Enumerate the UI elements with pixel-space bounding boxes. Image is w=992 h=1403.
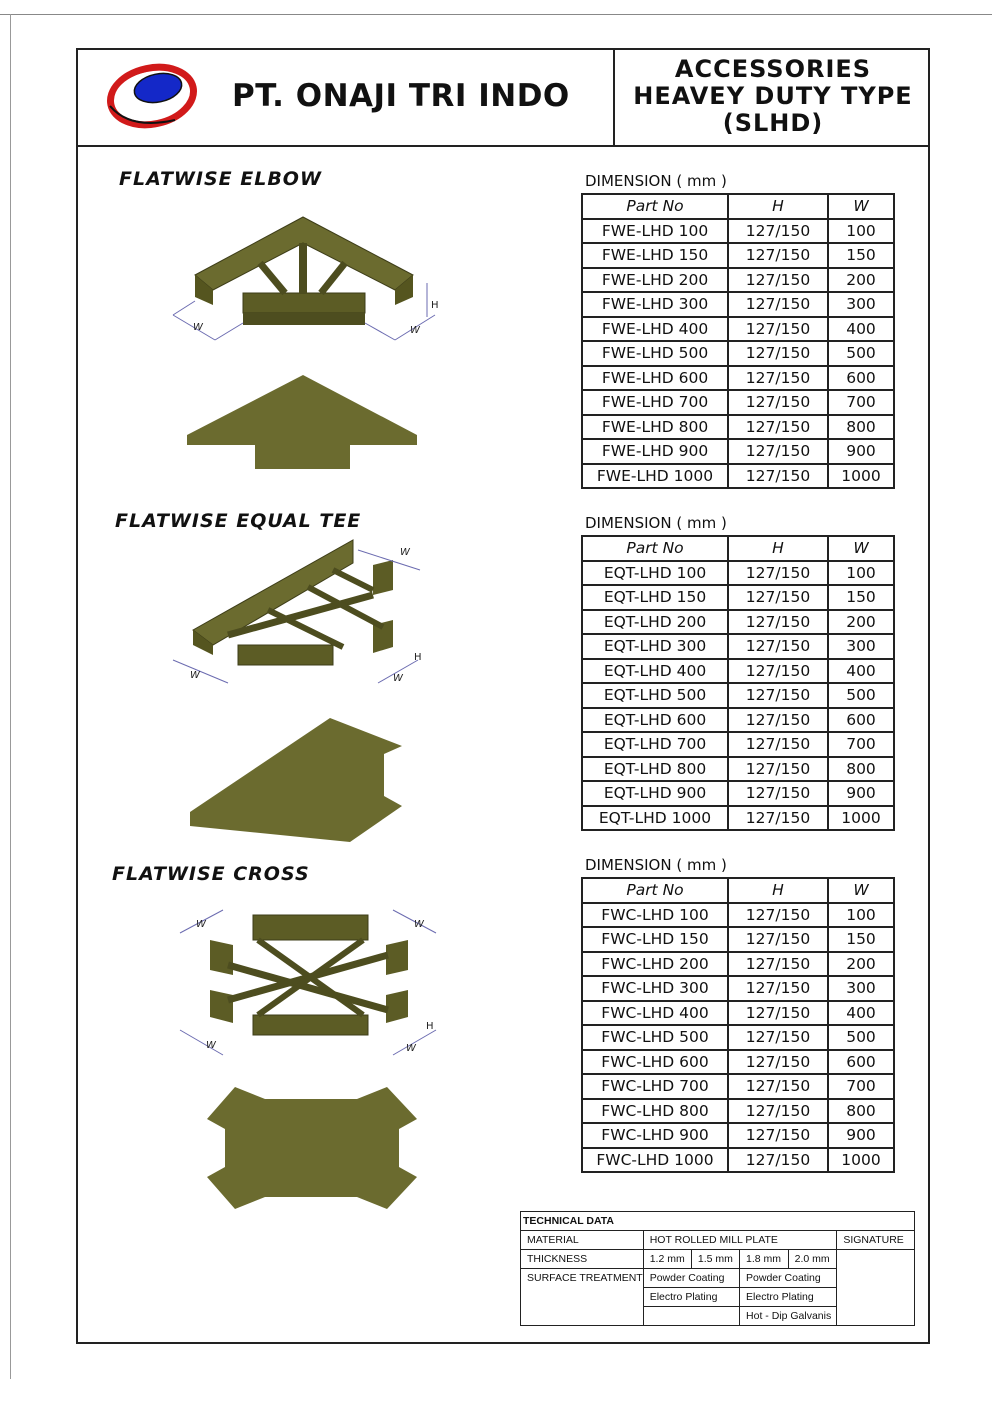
column-header: H	[728, 536, 828, 561]
table-row	[582, 708, 894, 733]
table-row	[582, 268, 894, 293]
cross-w-label-bl: W	[206, 1040, 216, 1051]
table-row	[582, 757, 894, 782]
table-cell: 500	[828, 1025, 894, 1050]
table-cell: 400	[828, 1001, 894, 1026]
table-cell: FWC-LHD 600	[582, 1050, 728, 1075]
column-header: W	[828, 536, 894, 561]
page-edge-top	[0, 14, 992, 15]
table-cell: FWE-LHD 200	[582, 268, 728, 293]
surface-treatment-label: SURFACE TREATMENT	[521, 1269, 644, 1288]
header-divider	[613, 48, 615, 147]
thickness-label: THICKNESS	[521, 1250, 644, 1269]
table-row	[582, 1148, 894, 1173]
table-row	[582, 243, 894, 268]
signature-box	[837, 1250, 915, 1326]
tee-w-label-right: W	[393, 673, 403, 684]
dimension-table-tee	[581, 535, 895, 831]
table-cell: 700	[828, 1074, 894, 1099]
thickness-value: 2.0 mm	[788, 1250, 837, 1269]
surface-treatment-spacer	[521, 1307, 644, 1326]
table-row	[582, 1099, 894, 1124]
table-cell: 150	[828, 243, 894, 268]
column-header: Part No	[582, 536, 728, 561]
table-cell: EQT-LHD 100	[582, 561, 728, 586]
table-cell: 127/150	[728, 1074, 828, 1099]
table-cell: 900	[828, 1123, 894, 1148]
dimension-table-elbow	[581, 193, 895, 489]
page-edge-left	[10, 14, 11, 1379]
dimension-label-tee: DIMENSION ( mm )	[585, 514, 727, 532]
tee-flat-illustration	[188, 716, 406, 844]
table-cell: 127/150	[728, 952, 828, 977]
table-cell: 700	[828, 390, 894, 415]
table-row	[582, 781, 894, 806]
table-row	[582, 341, 894, 366]
table-cell: FWE-LHD 400	[582, 317, 728, 342]
table-row	[582, 1001, 894, 1026]
table-row	[582, 317, 894, 342]
dimension-table-cross	[581, 877, 895, 1173]
table-cell: 600	[828, 708, 894, 733]
table-cell: 600	[828, 366, 894, 391]
section-title-tee: FLATWISE EQUAL TEE	[115, 510, 362, 532]
table-cell: 500	[828, 683, 894, 708]
table-cell: 127/150	[728, 757, 828, 782]
table-cell: 127/150	[728, 464, 828, 489]
technical-data-table	[520, 1211, 915, 1326]
table-row	[582, 464, 894, 489]
table-cell: 127/150	[728, 903, 828, 928]
table-cell: EQT-LHD 1000	[582, 806, 728, 831]
table-cell: 127/150	[728, 268, 828, 293]
column-header: H	[728, 194, 828, 219]
column-header: W	[828, 878, 894, 903]
table-cell: FWE-LHD 800	[582, 415, 728, 440]
table-cell: FWC-LHD 700	[582, 1074, 728, 1099]
title-line-2: HEAVEY DUTY TYPE	[633, 82, 913, 110]
table-row	[582, 219, 894, 244]
cross-w-label-tr: W	[414, 919, 424, 930]
cross-h-label: H	[426, 1021, 434, 1032]
surface-option: Hot - Dip Galvanis	[740, 1307, 837, 1326]
table-cell: 127/150	[728, 634, 828, 659]
table-cell: 127/150	[728, 1001, 828, 1026]
elbow-w-label-left: W	[193, 322, 203, 333]
tee-w-label-left: W	[190, 670, 200, 681]
column-header: W	[828, 194, 894, 219]
thickness-value: 1.8 mm	[740, 1250, 789, 1269]
table-cell: 127/150	[728, 415, 828, 440]
table-cell: EQT-LHD 150	[582, 585, 728, 610]
elbow-3d-illustration	[165, 205, 445, 350]
table-cell: FWC-LHD 100	[582, 903, 728, 928]
company-logo	[100, 58, 200, 133]
title-line-3: (SLHD)	[722, 109, 824, 137]
table-cell: FWC-LHD 800	[582, 1099, 728, 1124]
surface-option-empty	[643, 1307, 739, 1326]
table-cell: 127/150	[728, 561, 828, 586]
table-cell: 200	[828, 610, 894, 635]
table-cell: 127/150	[728, 390, 828, 415]
table-row	[582, 806, 894, 831]
tee-h-label: H	[414, 652, 422, 663]
table-cell: 127/150	[728, 243, 828, 268]
table-cell: 100	[828, 561, 894, 586]
table-row	[582, 634, 894, 659]
table-cell: 127/150	[728, 610, 828, 635]
surface-treatment-spacer	[521, 1288, 644, 1307]
table-cell: 127/150	[728, 1148, 828, 1173]
table-cell: 900	[828, 439, 894, 464]
table-cell: EQT-LHD 300	[582, 634, 728, 659]
surface-option: Electro Plating	[643, 1288, 739, 1307]
table-cell: 127/150	[728, 732, 828, 757]
table-row	[582, 683, 894, 708]
table-cell: 127/150	[728, 439, 828, 464]
table-row	[582, 732, 894, 757]
surface-option: Powder Coating	[643, 1269, 739, 1288]
table-cell: 300	[828, 292, 894, 317]
table-cell: 127/150	[728, 1050, 828, 1075]
thickness-value: 1.5 mm	[691, 1250, 739, 1269]
table-cell: 100	[828, 903, 894, 928]
table-cell: EQT-LHD 900	[582, 781, 728, 806]
table-row	[582, 659, 894, 684]
table-row	[582, 610, 894, 635]
table-cell: 127/150	[728, 366, 828, 391]
cross-w-label-br: W	[406, 1043, 416, 1054]
table-cell: 800	[828, 757, 894, 782]
company-name: PT. ONAJI TRI INDO	[232, 78, 570, 114]
table-cell: 127/150	[728, 1099, 828, 1124]
dimension-label-elbow: DIMENSION ( mm )	[585, 172, 727, 190]
surface-option: Powder Coating	[740, 1269, 837, 1288]
table-row	[582, 976, 894, 1001]
table-cell: FWE-LHD 500	[582, 341, 728, 366]
table-cell: FWE-LHD 900	[582, 439, 728, 464]
table-cell: EQT-LHD 500	[582, 683, 728, 708]
table-cell: 127/150	[728, 927, 828, 952]
signature-label: SIGNATURE	[837, 1231, 915, 1250]
table-cell: FWE-LHD 300	[582, 292, 728, 317]
table-cell: 300	[828, 634, 894, 659]
table-row	[582, 292, 894, 317]
table-row	[582, 1123, 894, 1148]
technical-data-title: TECHNICAL DATA	[521, 1212, 915, 1231]
table-cell: 127/150	[728, 806, 828, 831]
table-cell: FWC-LHD 300	[582, 976, 728, 1001]
table-cell: FWE-LHD 1000	[582, 464, 728, 489]
table-cell: 800	[828, 1099, 894, 1124]
elbow-h-label: H	[431, 300, 439, 311]
table-cell: 127/150	[728, 292, 828, 317]
table-row	[582, 927, 894, 952]
table-cell: 1000	[828, 464, 894, 489]
cross-w-label-tl: W	[196, 919, 206, 930]
section-title-elbow: FLATWISE ELBOW	[119, 168, 322, 190]
tee-3d-illustration	[168, 535, 430, 685]
table-row	[582, 439, 894, 464]
thickness-value: 1.2 mm	[643, 1250, 691, 1269]
table-cell: 700	[828, 732, 894, 757]
table-cell: 127/150	[728, 341, 828, 366]
elbow-flat-illustration	[185, 373, 420, 473]
table-cell: 400	[828, 317, 894, 342]
table-cell: 127/150	[728, 585, 828, 610]
elbow-w-label-right: W	[410, 325, 420, 336]
column-header: Part No	[582, 878, 728, 903]
table-cell: 300	[828, 976, 894, 1001]
table-row	[582, 415, 894, 440]
cross-3d-illustration	[178, 905, 438, 1057]
table-cell: EQT-LHD 400	[582, 659, 728, 684]
table-row	[582, 390, 894, 415]
table-cell: 127/150	[728, 708, 828, 733]
table-cell: FWC-LHD 1000	[582, 1148, 728, 1173]
table-row	[582, 1074, 894, 1099]
title-line-1: ACCESSORIES	[674, 55, 872, 83]
table-cell: 127/150	[728, 781, 828, 806]
table-row	[582, 366, 894, 391]
table-row	[582, 1050, 894, 1075]
table-cell: 127/150	[728, 659, 828, 684]
table-cell: FWC-LHD 200	[582, 952, 728, 977]
table-cell: EQT-LHD 800	[582, 757, 728, 782]
column-header: Part No	[582, 194, 728, 219]
table-cell: 900	[828, 781, 894, 806]
tee-w-label-top: W	[400, 547, 410, 558]
table-cell: 400	[828, 659, 894, 684]
dimension-label-cross: DIMENSION ( mm )	[585, 856, 727, 874]
column-header: H	[728, 878, 828, 903]
table-cell: 150	[828, 585, 894, 610]
table-row	[582, 561, 894, 586]
table-cell: 127/150	[728, 683, 828, 708]
table-cell: 127/150	[728, 1025, 828, 1050]
table-cell: 127/150	[728, 317, 828, 342]
table-cell: FWE-LHD 150	[582, 243, 728, 268]
table-cell: 127/150	[728, 976, 828, 1001]
table-cell: 200	[828, 268, 894, 293]
table-cell: 1000	[828, 1148, 894, 1173]
table-row	[582, 952, 894, 977]
table-cell: EQT-LHD 700	[582, 732, 728, 757]
table-cell: 600	[828, 1050, 894, 1075]
table-cell: EQT-LHD 200	[582, 610, 728, 635]
table-cell: 150	[828, 927, 894, 952]
table-cell: 127/150	[728, 219, 828, 244]
table-cell: EQT-LHD 600	[582, 708, 728, 733]
table-cell: 1000	[828, 806, 894, 831]
table-cell: FWC-LHD 900	[582, 1123, 728, 1148]
table-cell: 800	[828, 415, 894, 440]
table-cell: 500	[828, 341, 894, 366]
table-cell: FWC-LHD 500	[582, 1025, 728, 1050]
table-row	[582, 585, 894, 610]
section-title-cross: FLATWISE CROSS	[112, 863, 310, 885]
table-row	[582, 903, 894, 928]
cross-flat-illustration	[205, 1085, 420, 1211]
table-cell: FWC-LHD 400	[582, 1001, 728, 1026]
material-value: HOT ROLLED MILL PLATE	[643, 1231, 837, 1250]
table-cell: FWE-LHD 700	[582, 390, 728, 415]
table-row	[582, 1025, 894, 1050]
table-cell: 100	[828, 219, 894, 244]
table-cell: FWC-LHD 150	[582, 927, 728, 952]
material-label: MATERIAL	[521, 1231, 644, 1250]
surface-option: Electro Plating	[740, 1288, 837, 1307]
document-title	[616, 56, 930, 137]
table-cell: FWE-LHD 100	[582, 219, 728, 244]
table-cell: 127/150	[728, 1123, 828, 1148]
table-cell: 200	[828, 952, 894, 977]
table-cell: FWE-LHD 600	[582, 366, 728, 391]
